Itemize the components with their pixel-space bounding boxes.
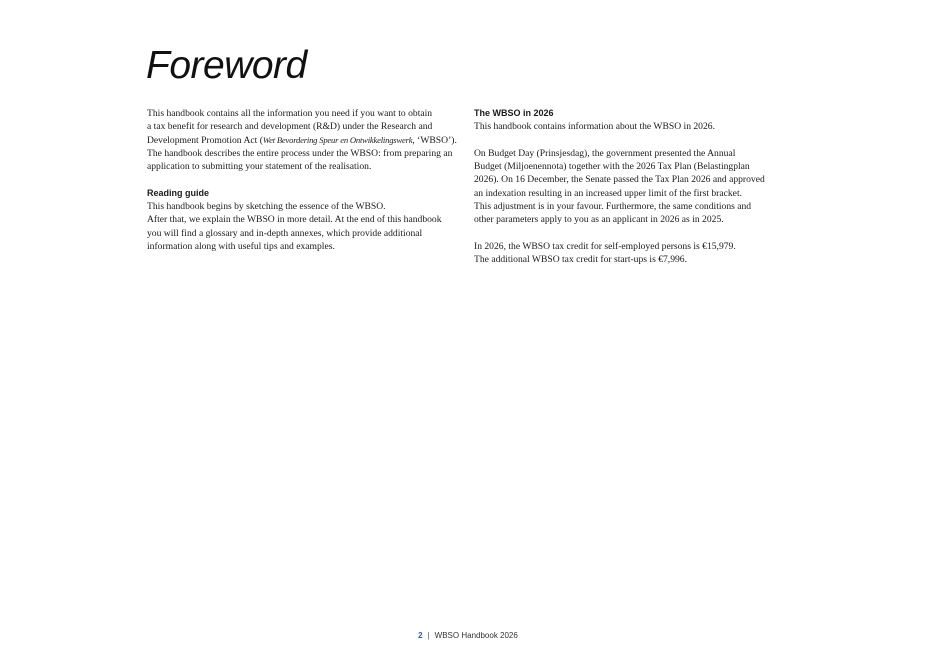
budget-line: Budget (Miljoenennota) together with the 2026 Tax Plan (Belastingplan <box>474 161 750 173</box>
intro-line: a tax benefit for research and development (R&D) under the Research and <box>147 121 433 133</box>
right-column <box>474 107 774 267</box>
wbso-2026-heading: The WBSO in 2026 <box>474 108 554 118</box>
left-column <box>147 107 465 253</box>
reading-guide-line: you will find a glossary and in-depth annexes, which provide additional <box>147 227 423 239</box>
page-title: Foreword <box>146 44 307 87</box>
budget-line: This adjustment is in your favour. Furthermore, the same conditions and <box>474 201 752 213</box>
footer-separator: | <box>427 631 430 640</box>
wbso-intro-line: This handbook contains information about the WBSO in 2026. <box>474 121 715 133</box>
act-name-italic: Wet Bevordering Speur en Ontwikkelingswerk <box>262 134 413 145</box>
credit-line: The additional WBSO tax credit for start-ups is €7,996. <box>474 254 687 266</box>
intro-line: The handbook describes the entire process under the WBSO: from preparing an <box>147 147 453 159</box>
intro-text: Development Promotion Act ( <box>147 134 263 146</box>
intro-line: application to submitting your statement of the realisation. <box>147 161 372 173</box>
reading-guide-line: After that, we explain the WBSO in more detail. At the end of this handbook <box>147 214 442 226</box>
page-footer <box>0 631 936 640</box>
budget-line: other parameters apply to you as an applicant in 2026 as in 2025. <box>474 214 724 226</box>
budget-line: 2026). On 16 December, the Senate passed the Tax Plan 2026 and approved <box>474 174 765 186</box>
footer-doc-title: WBSO Handbook 2026 <box>434 631 518 640</box>
reading-guide-line: This handbook begins by sketching the essence of the WBSO. <box>147 201 386 213</box>
budget-line: an indexation resulting in an increased upper limit of the first bracket. <box>474 187 743 199</box>
intro-text: , ‘WBSO’). <box>412 134 457 146</box>
credit-line: In 2026, the WBSO tax credit for self-employed persons is €15,979. <box>474 240 736 252</box>
reading-guide-line: information along with useful tips and examples. <box>147 240 335 252</box>
intro-line <box>147 134 465 147</box>
intro-line: This handbook contains all the information you need if you want to obtain <box>147 108 433 119</box>
budget-line: On Budget Day (Prinsjesdag), the government presented the Annual <box>474 147 736 159</box>
reading-guide-heading: Reading guide <box>147 187 210 198</box>
page-number: 2 <box>418 631 423 640</box>
